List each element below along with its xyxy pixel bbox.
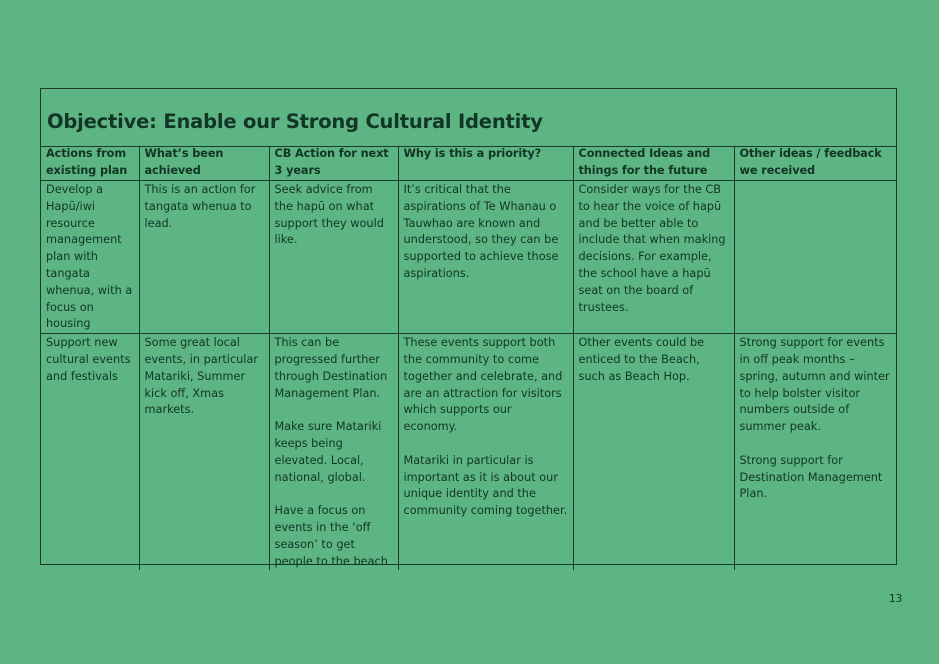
cell-cb-action	[269, 181, 398, 334]
cell-paragraph: Strong support for Destination Management Plan.	[739, 453, 883, 501]
cell-achieved: Some great local events, in particular Matariki, Summer kick off, Xmas markets.	[139, 334, 269, 571]
cell-priority	[398, 334, 573, 571]
cell-feedback	[734, 334, 896, 571]
cell-connected: Other events could be enticed to the Beach, such as Beach Hop.	[573, 334, 734, 571]
cell-paragraph: Seek advice from the hapū on what support they would like.	[274, 183, 384, 247]
cell-paragraph: This can be progressed further through Destination Management Plan.	[274, 336, 388, 400]
cell-paragraph: Make sure Matariki keeps being elevated. Local, national, global.	[274, 420, 382, 484]
cell-connected: Consider ways for the CB to hear the voice of hapū and be better able to include that when making decisions. For example, the school have a hapū seat on the board of trustees.	[573, 181, 734, 334]
header-other-feedback: Other ideas / feedback we received	[734, 146, 896, 181]
cell-action: Support new cultural events and festivals	[41, 334, 139, 571]
objective-title: Objective: Enable our Strong Cultural Identity	[47, 110, 543, 133]
cell-paragraph: Strong support for events in off peak months – spring, autumn and winter to help bolster visitor numbers outside of summer peak.	[739, 336, 890, 434]
table-row	[41, 181, 896, 334]
cell-priority	[398, 181, 573, 334]
table-header-row	[41, 146, 896, 181]
cell-paragraph: These events support both the community to come together and celebrate, and are an attraction for visitors which supports our economy.	[403, 336, 563, 434]
objective-title-box	[41, 89, 896, 147]
cell-paragraph: Matariki in particular is important as it is about our unique identity and the community coming together.	[403, 453, 568, 518]
table-row	[41, 334, 896, 571]
cell-paragraph: It’s critical that the aspirations of Te Whanau o Tauwhao are known and understood, so they can be supported to achieve those aspirations.	[403, 183, 559, 280]
page-number: 13	[889, 593, 903, 605]
cell-achieved: This is an action for tangata whenua to lead.	[139, 181, 269, 334]
cell-cb-action	[269, 334, 398, 571]
objective-table	[41, 146, 896, 570]
header-why-priority: Why is this a priority?	[398, 146, 573, 181]
header-whats-been-achieved: What’s been achieved	[139, 146, 269, 181]
cell-action: Develop a Hapū/iwi resource management plan with tangata whenua, with a focus on housing	[41, 181, 139, 334]
cell-feedback	[734, 181, 896, 334]
header-connected-ideas: Connected Ideas and things for the future	[573, 146, 734, 181]
header-cb-action-next-3-years: CB Action for next 3 years	[269, 146, 398, 181]
objective-table-frame	[40, 88, 897, 568]
cell-paragraph: Have a focus on events in the ‘off season’ to get people to the beach	[274, 504, 388, 568]
header-actions-from-existing-plan: Actions from existing plan	[41, 146, 139, 181]
